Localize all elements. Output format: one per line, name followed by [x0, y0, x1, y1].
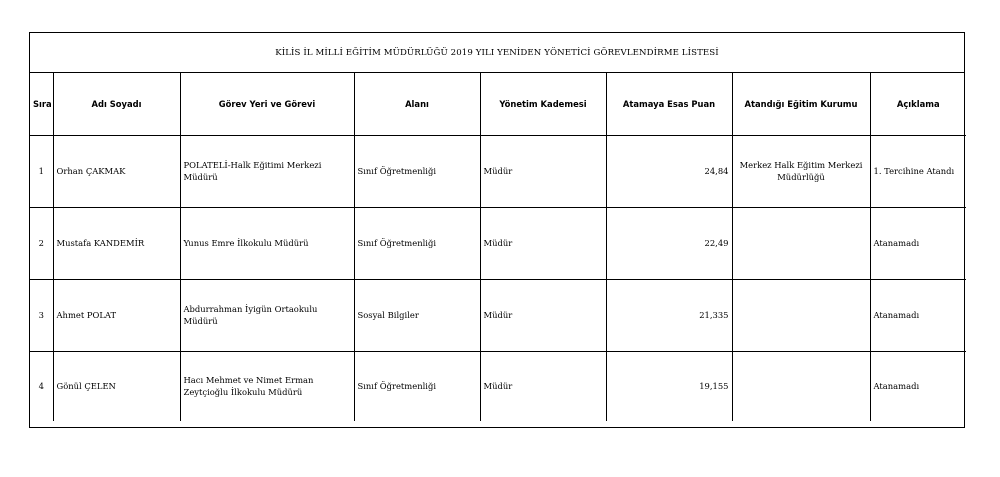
column-header-aciklama: Açıklama — [870, 73, 966, 135]
cell-atandigi-kurum — [732, 207, 870, 279]
cell-alani: Sınıf Öğretmenliği — [354, 351, 480, 421]
cell-sira: 3 — [30, 279, 53, 351]
cell-sira: 1 — [30, 135, 53, 207]
cell-yonetim-kademesi: Müdür — [480, 135, 606, 207]
cell-ad-soyadi: Gönül ÇELEN — [53, 351, 180, 421]
table-row — [30, 351, 966, 421]
cell-puan: 19,155 — [606, 351, 732, 421]
cell-puan: 24,84 — [606, 135, 732, 207]
cell-aciklama: Atanamadı — [870, 279, 966, 351]
cell-gorev-yeri: Yunus Emre İlkokulu Müdürü — [180, 207, 354, 279]
column-header-ad-soyadi: Adı Soyadı — [53, 73, 180, 135]
cell-gorev-yeri: POLATELİ-Halk Eğitimi Merkezi Müdürü — [180, 135, 354, 207]
table-row — [30, 135, 966, 207]
column-header-atandigi-kurum: Atandığı Eğitim Kurumu — [732, 73, 870, 135]
assignment-table — [30, 73, 966, 421]
document-frame — [29, 32, 965, 428]
cell-ad-soyadi: Ahmet POLAT — [53, 279, 180, 351]
cell-ad-soyadi: Orhan ÇAKMAK — [53, 135, 180, 207]
cell-alani: Sosyal Bilgiler — [354, 279, 480, 351]
table-header-row — [30, 73, 966, 135]
cell-sira: 4 — [30, 351, 53, 421]
cell-aciklama: Atanamadı — [870, 207, 966, 279]
table-row — [30, 279, 966, 351]
cell-atandigi-kurum — [732, 279, 870, 351]
column-header-puan: Atamaya Esas Puan — [606, 73, 732, 135]
column-header-gorev-yeri: Görev Yeri ve Görevi — [180, 73, 354, 135]
cell-gorev-yeri: Hacı Mehmet ve Nimet Erman Zeytçioğlu İlkokulu Müdürü — [180, 351, 354, 421]
cell-yonetim-kademesi: Müdür — [480, 207, 606, 279]
cell-gorev-yeri: Abdurrahman İyigün Ortaokulu Müdürü — [180, 279, 354, 351]
table-row — [30, 207, 966, 279]
column-header-sira: Sıra — [30, 73, 53, 135]
cell-aciklama: Atanamadı — [873, 381, 920, 392]
cell-yonetim-kademesi: Müdür — [480, 351, 606, 421]
cell-alani: Sınıf Öğretmenliği — [354, 135, 480, 207]
cell-aciklama: 1. Tercihine Atandı — [870, 135, 966, 207]
column-header-yonetim-kademesi: Yönetim Kademesi — [480, 73, 606, 135]
cell-atandigi-kurum — [732, 351, 870, 421]
cell-sira: 2 — [30, 207, 53, 279]
column-header-alani: Alanı — [354, 73, 480, 135]
cell-yonetim-kademesi: Müdür — [480, 279, 606, 351]
cell-ad-soyadi: Mustafa KANDEMİR — [53, 207, 180, 279]
cell-atandigi-kurum: Merkez Halk Eğitim Merkezi Müdürlüğü — [732, 135, 870, 207]
cell-puan: 21,335 — [606, 279, 732, 351]
document-title: KİLİS İL MİLLİ EĞİTİM MÜDÜRLÜĞÜ 2019 YILI YENİDEN YÖNETİCİ GÖREVLENDİRME LİSTESİ — [30, 33, 964, 73]
cell-puan: 22,49 — [606, 207, 732, 279]
cell-alani: Sınıf Öğretmenliği — [354, 207, 480, 279]
